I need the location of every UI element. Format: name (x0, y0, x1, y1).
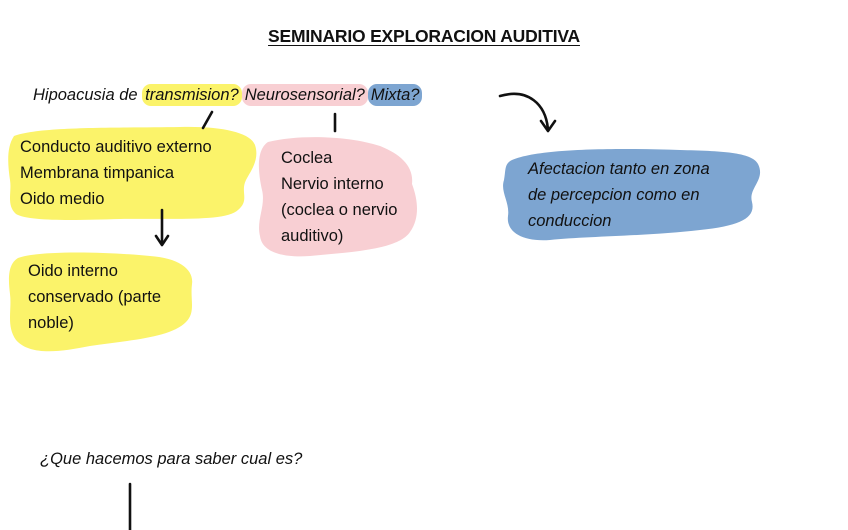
note-line: (coclea o nervio (281, 201, 398, 219)
note-line: Oido interno (28, 262, 118, 280)
transmision-note (20, 134, 212, 212)
neurosensorial-note (281, 145, 397, 249)
hearing-loss-question (33, 86, 422, 105)
note-line: conduccion (528, 212, 612, 230)
curved-arrow (500, 94, 548, 130)
option-neurosensorial: Neurosensorial? (242, 84, 368, 106)
note-line: auditivo) (281, 227, 344, 245)
question-prefix: Hipoacusia de (33, 86, 143, 104)
note-line: Membrana timpanica (20, 164, 175, 182)
note-line: noble) (28, 314, 74, 332)
option-transmision: transmision? (142, 84, 242, 106)
note-line: Conducto auditivo externo (20, 138, 212, 156)
connector-line (203, 112, 212, 128)
note-line: conservado (parte (28, 288, 161, 306)
note-line: Coclea (281, 149, 333, 167)
note-line: Nervio interno (281, 175, 384, 193)
page-title: SEMINARIO EXPLORACION AUDITIVA (268, 26, 580, 46)
note-line: de percepcion como en (528, 186, 700, 204)
mixta-note (528, 156, 710, 234)
diagnosis-question: ¿Que hacemos para saber cual es? (40, 450, 303, 468)
note-line: Afectacion tanto en zona (528, 160, 710, 178)
option-mixta: Mixta? (368, 84, 423, 106)
transmision-result-note (28, 258, 161, 336)
note-line: Oido medio (20, 190, 105, 208)
